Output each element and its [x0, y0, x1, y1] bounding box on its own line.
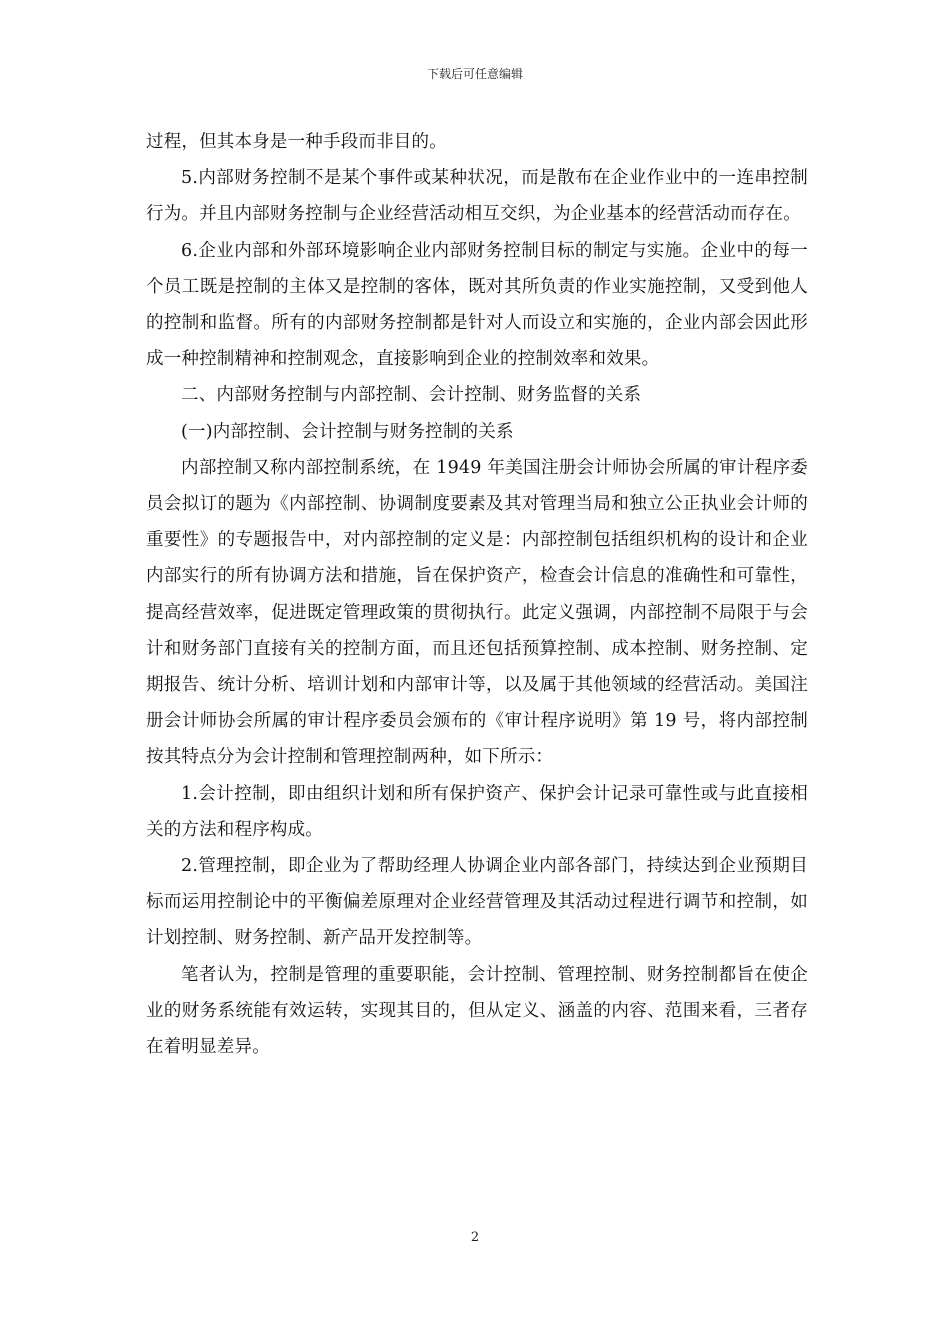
paragraph-point-5: 5.内部财务控制不是某个事件或某种状况，而是散布在企业作业中的一连串控制行为。并且内部财务控制与企业经营活动相互交织，为企业基本的经营活动而存在。: [146, 168, 808, 225]
paragraph-author-view: 笔者认为，控制是管理的重要职能，会计控制、管理控制、财务控制都旨在使企业的财务系统能有效运转，实现其目的，但从定义、涵盖的内容、范围来看，三者存在着明显差异。: [146, 964, 808, 1058]
paragraph-accounting-control: 1.会计控制，即由组织计划和所有保护资产、保护会计记录可靠性或与此直接相关的方法和程序构成。: [146, 783, 808, 840]
paragraph-point-6: 6.企业内部和外部环境影响企业内部财务控制目标的制定与实施。企业中的每一个员工既是控制的主体又是控制的客体，既对其所负责的作业实施控制，又受到他人的控制和监督。所有的内部财务控制都是针对人而设立和实施的，企业内部会因此形成一种控制精神和控制观念，直接影响到企业的控制效率和效果。: [146, 240, 808, 370]
document-body: [146, 124, 808, 1065]
page-header: 下载后可任意编辑: [426, 67, 523, 81]
subsection-heading: (一)内部控制、会计控制与财务控制的关系: [181, 421, 514, 442]
paragraph-continuation: 过程，但其本身是一种手段而非目的。: [146, 132, 447, 152]
paragraph-internal-control-definition: 内部控制又称内部控制系统，在 1949 年美国注册会计师协会所属的审计程序委员会拟订的题为《内部控制、协调制度要素及其对管理当局和独立公正执业会计师的重要性》的专题报告中，对内部控制的定义是：内部控制包括组织机构的设计和企业内部实行的所有协调方法和措施，旨在保护资产，检查会计信息的准确性和可靠性，提高经营效率，促进既定管理政策的贯彻执行。此定义强调，内部控制不局限于与会计和财务部门直接有关的控制方面，而且还包括预算控制、成本控制、财务控制、定期报告、统计分析、培训计划和内部审计等，以及属于其他领域的经营活动。美国注册会计师协会所属的审计程序委员会颁布的《审计程序说明》第 19 号，将内部控制按其特点分为会计控制和管理控制两种，如下所示：: [146, 457, 808, 768]
page-number: 2: [470, 1230, 480, 1245]
section-heading: 二、内部财务控制与内部控制、会计控制、财务监督的关系: [181, 385, 642, 406]
paragraph-management-control: 2.管理控制，即企业为了帮助经理人协调企业内部各部门，持续达到企业预期目标而运用控制论中的平衡偏差原理对企业经营管理及其活动过程进行调节和控制，如计划控制、财务控制、新产品开发控制等。: [146, 856, 808, 949]
